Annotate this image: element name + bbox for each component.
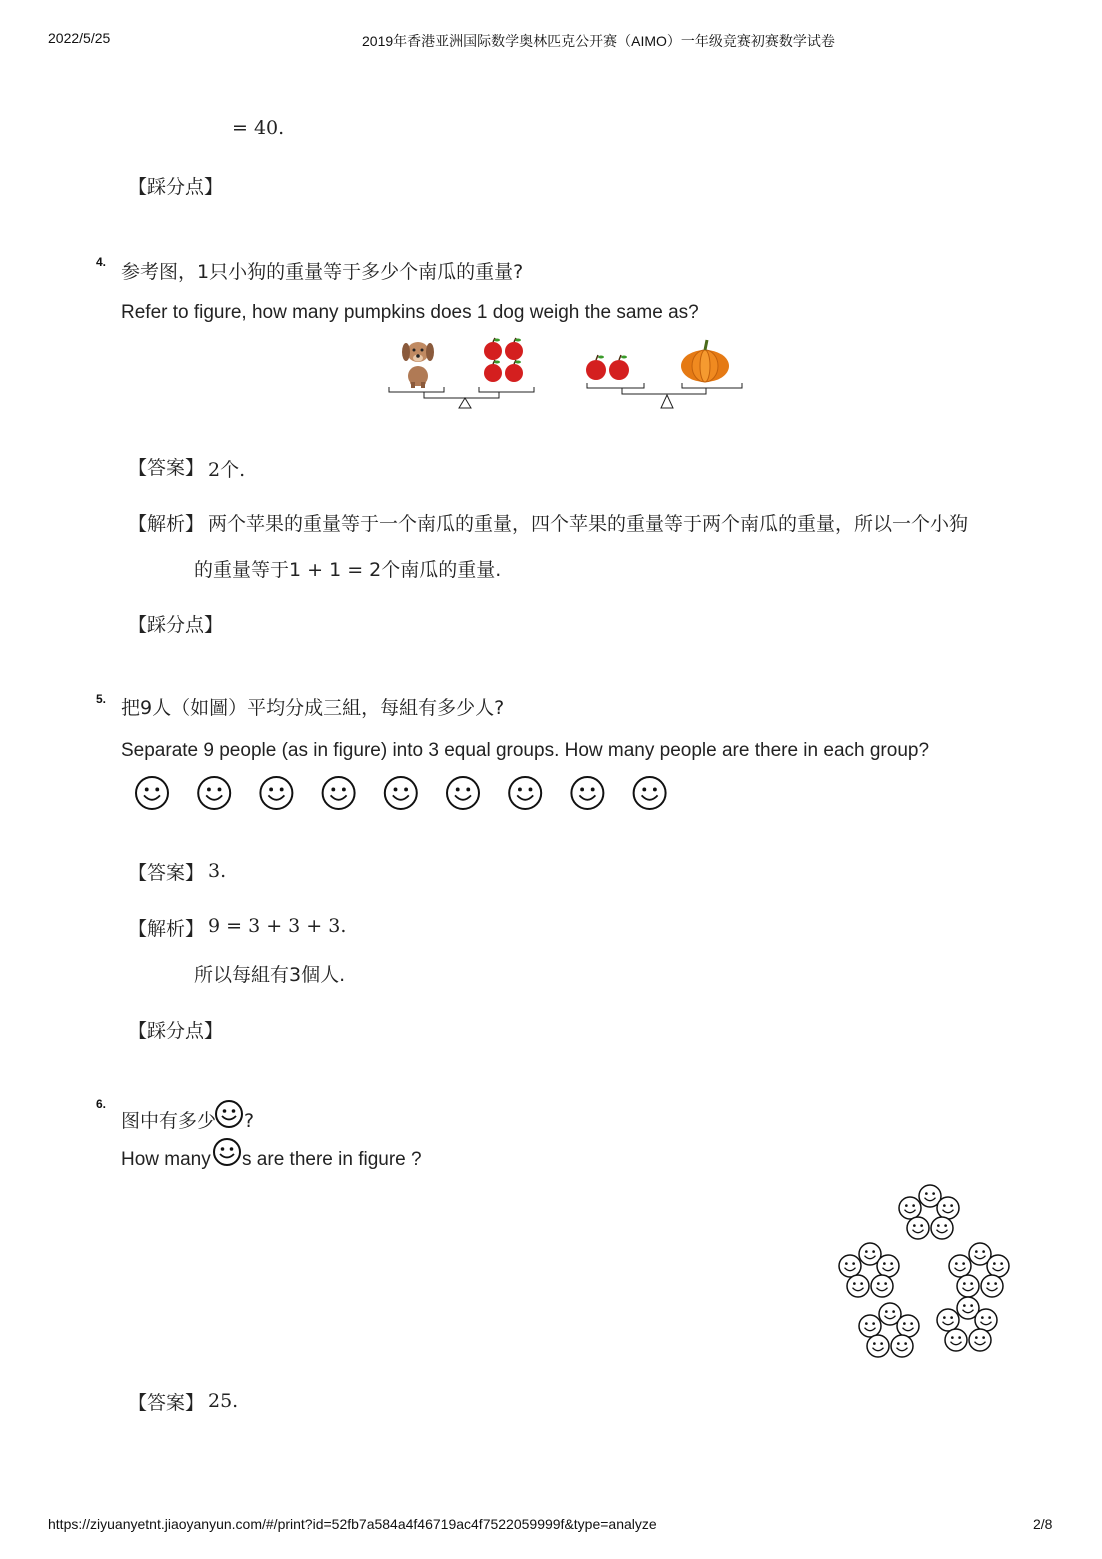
smiley-icon (949, 1255, 971, 1277)
q6-number: 6. (96, 1097, 107, 1111)
q4-question-zh: 参考图，1只小狗的重量等于多少个南瓜的重量? (121, 261, 524, 283)
smiley-icon (981, 1275, 1003, 1297)
q5-question-zh: 把9人（如圖）平均分成三組，每組有多少人? (121, 697, 505, 719)
smiley-cluster-figure (830, 1170, 1020, 1362)
smiley-icon (937, 1309, 959, 1331)
smiley-icon (877, 1255, 899, 1277)
smiley-icon (907, 1217, 929, 1239)
page-number: 2/8 (1033, 1516, 1053, 1532)
dog-icon (402, 342, 434, 388)
q6-question-zh (121, 1099, 254, 1133)
q4-answer-value: 2个. (208, 459, 246, 481)
smiley-icon (937, 1197, 959, 1219)
balance-left (389, 338, 534, 408)
page-url: https://ziyuanyetnt.jiaoyanyun.com/#/print?id=52fb7a584a4f46719ac4f7522059999f&type=analyze (48, 1516, 657, 1532)
smiley-icon (975, 1309, 997, 1331)
q6-question-en-after: s are there in figure ? (242, 1149, 422, 1170)
q5-number: 5. (96, 692, 107, 706)
q4-analysis-line2: 的重量等于1 + 1 = 2个南瓜的重量. (194, 559, 502, 581)
apple-icon-group-4 (484, 338, 523, 382)
smiley-icon (897, 1315, 919, 1337)
smiley-icon (969, 1329, 991, 1351)
q6-question-en-before: How many (121, 1149, 211, 1170)
document-title: 2019年香港亚洲国际数学奥林匹克公开赛（AIMO）一年级竞赛初赛数学试卷 (362, 33, 835, 49)
smiley-icon (839, 1255, 861, 1277)
apple-icon-group-2 (586, 355, 629, 380)
q5-analysis-math: 9 = 3 + 3 + 3. (208, 915, 347, 937)
smiley-icon (260, 777, 292, 809)
smiley-icon (931, 1217, 953, 1239)
balance-right (586, 340, 742, 408)
smiley-icon (859, 1315, 881, 1337)
smiley-icon (899, 1197, 921, 1219)
q6-question-en (121, 1137, 422, 1171)
print-date: 2022/5/25 (48, 30, 111, 46)
smiley-icon (214, 1099, 244, 1129)
q5-answer-label: 【答案】 (128, 862, 205, 884)
balance-figure (386, 332, 746, 414)
q6-answer-label: 【答案】 (128, 1392, 205, 1414)
q5-analysis-label: 【解析】 (128, 918, 205, 940)
smiley-icon (571, 777, 603, 809)
q4-number: 4. (96, 255, 107, 269)
smiley-icon (323, 777, 355, 809)
pumpkin-icon (681, 340, 729, 382)
smiley-icon (867, 1335, 889, 1357)
q6-question-zh-before: 图中有多少 (121, 1110, 217, 1132)
smiley-icon (871, 1275, 893, 1297)
smiley-icon (634, 777, 666, 809)
smiley-icon (212, 1137, 242, 1167)
smiley-icon (957, 1275, 979, 1297)
smiley-icon (891, 1335, 913, 1357)
smiley-icon (385, 777, 417, 809)
q5-points-label: 【踩分点】 (128, 1020, 224, 1042)
q5-analysis-line2: 所以每組有3個人. (194, 964, 346, 986)
q4-points-label: 【踩分点】 (128, 614, 224, 636)
smiley-icon (136, 777, 168, 809)
smiley-icon (945, 1329, 967, 1351)
q4-question-en: Refer to figure, how many pumpkins does 1 dog weigh the same as? (121, 302, 699, 323)
q6-answer-value: 25. (208, 1390, 239, 1412)
q3-points-label: 【踩分点】 (128, 176, 224, 198)
q4-answer-label: 【答案】 (128, 457, 205, 479)
q3-equation-tail: = 40. (232, 117, 285, 139)
q5-answer-value: 3. (208, 860, 227, 882)
smiley-icon (509, 777, 541, 809)
people-smiley-row (130, 772, 670, 814)
q6-question-zh-after: ? (244, 1110, 255, 1132)
q4-analysis-line1: 两个苹果的重量等于一个南瓜的重量，四个苹果的重量等于两个南瓜的重量，所以一个小狗 (208, 513, 969, 535)
smiley-icon (447, 777, 479, 809)
smiley-icon (847, 1275, 869, 1297)
smiley-icon (198, 777, 230, 809)
q4-analysis-label: 【解析】 (128, 513, 205, 535)
q5-question-en: Separate 9 people (as in figure) into 3 equal groups. How many people are there in each group? (121, 740, 930, 761)
smiley-icon (987, 1255, 1009, 1277)
